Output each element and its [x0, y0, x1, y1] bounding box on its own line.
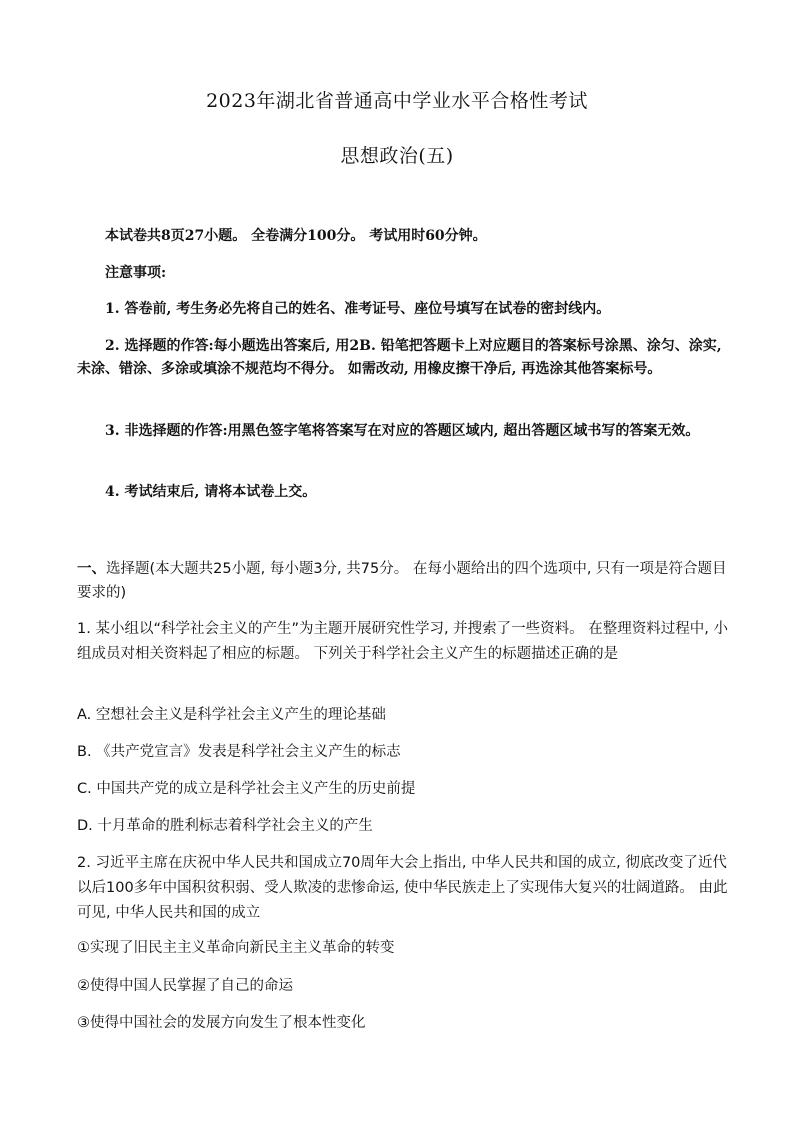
question-2-item-3: ③使得中国社会的发展方向发生了根本性变化: [77, 1015, 366, 1031]
notice-item-text: 1. 答卷前, 考生务必先将自己的姓名、准考证号、座位号填写在试卷的密封线内。: [105, 301, 611, 317]
notice-item-4: [77, 481, 729, 504]
question-1-option-c: C. 中国共产党的成立是科学社会主义产生的历史前提: [77, 781, 416, 797]
question-2-item-1: ①实现了旧民主主义革命向新民主主义革命的转变: [77, 940, 395, 956]
summary-text: 本试卷共8页27小题。 全卷满分100分。 考试用时60分钟。: [105, 228, 487, 244]
section-heading-text: 选择题(本大题共25小题, 每小题3分, 共75分。 在每小题给出的四个选项中, 只有一项是符合题目要求的): [77, 561, 727, 601]
section-number: 一、: [77, 561, 106, 577]
question-1-option-a: A. 空想社会主义是科学社会主义产生的理论基础: [77, 707, 386, 723]
notice-heading: 注意事项:: [105, 265, 167, 281]
notice-item-text: 4. 考试结束后, 请将本试卷上交。: [105, 484, 317, 500]
exam-subtitle: 思想政治(五): [340, 145, 454, 167]
notice-item-2: [77, 335, 729, 381]
notice-item-1: [77, 298, 729, 321]
notice-item-3: [77, 420, 729, 443]
question-1-option-b: B. 《共产党宣言》发表是科学社会主义产生的标志: [77, 744, 401, 760]
question-2-item-2: ②使得中国人民掌握了自己的命运: [77, 978, 293, 994]
notice-item-text: 3. 非选择题的作答:用黑色签字笔将答案写在对应的答题区域内, 超出答题区域书写的答案无效。: [105, 423, 700, 439]
exam-summary: [77, 225, 729, 248]
exam-title: 2023年湖北省普通高中学业水平合格性考试: [206, 90, 588, 112]
question-1-stem: 1. 某小组以“科学社会主义的产生”为主题开展研究性学习, 并搜索了一些资料。 在整理资料过程中, 小组成员对相关资料起了相应的标题。 下列关于科学社会主义产生的标题描述正确的是: [77, 621, 729, 662]
notice-item-text: 2. 选择题的作答:每小题选出答案后, 用2B. 铅笔把答题卡上对应题目的答案标号涂黑、涂匀、涂实, 未涂、错涂、多涂或填涂不规范均不得分。 如需改动, 用橡皮擦干净后, 再选涂其他答案标号。: [77, 338, 722, 377]
question-2-stem: 2. 习近平主席在庆祝中华人民共和国成立70周年大会上指出, 中华人民共和国的成立, 彻底改变了近代以后100多年中国积贫积弱、受人欺凌的悲惨命运, 使中华民族走上了实现伟大复兴的壮阔道路。 由此可见, 中华人民共和国的成立: [77, 855, 728, 921]
section-heading: [77, 557, 729, 605]
notice-heading-block: [77, 262, 729, 285]
question-1-option-d: D. 十月革命的胜利标志着科学社会主义的产生: [77, 818, 373, 834]
